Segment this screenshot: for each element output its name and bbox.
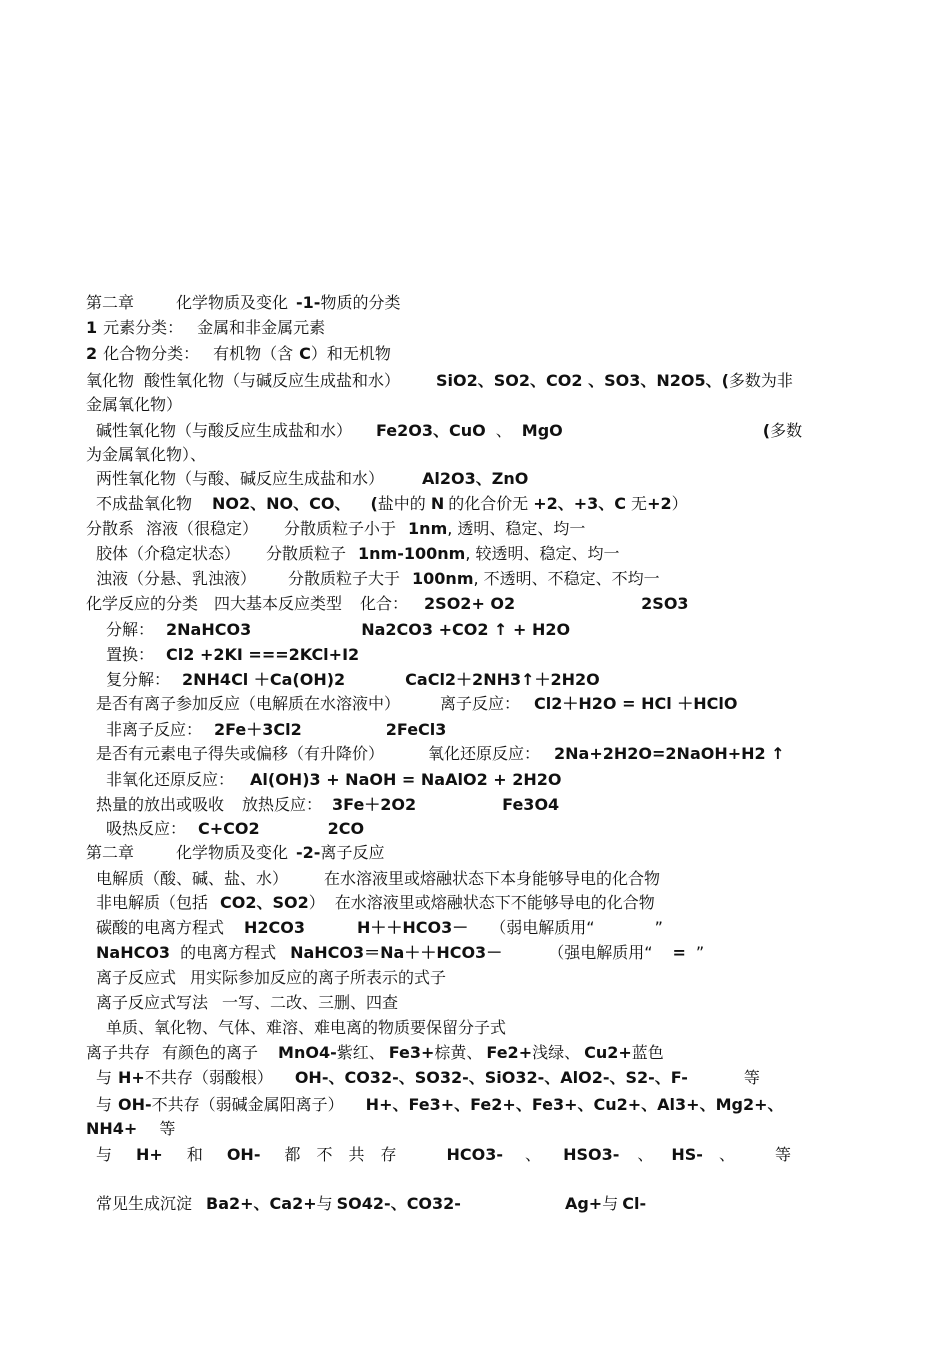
line-displacement: [106, 645, 359, 665]
text: 棕黄、: [434, 1043, 483, 1062]
text: 2CO: [327, 819, 365, 838]
text: 2Na+2H2O=2NaOH+H2 ↑: [554, 744, 785, 763]
text: 等: [743, 1068, 760, 1087]
text: (: [370, 494, 378, 513]
text: N: [430, 494, 445, 513]
text: 盐中的: [377, 494, 426, 513]
text: 有颜色的离子: [162, 1043, 259, 1062]
text: 一写、二改、三删、四查: [222, 993, 399, 1012]
line-precipitation: [96, 1194, 646, 1214]
text: +2: [647, 494, 672, 513]
text: 2SO3: [641, 594, 689, 613]
line-h-and-oh-incompatible: [86, 1143, 806, 1167]
text: 分散质粒子小于: [284, 519, 397, 538]
line-compound-classification: [86, 344, 391, 364]
text: H+、Fe3+、Fe2+、Fe3+、Cu2+、Al3+、Mg2+、NH4+: [86, 1095, 784, 1138]
line-oh-incompatible: [86, 1093, 806, 1141]
text: （弱电解质用“: [490, 918, 595, 937]
line-dispersion-solution: [86, 519, 585, 539]
line-nahco3-ionization: [96, 943, 704, 963]
text: 共: [348, 1145, 365, 1164]
text: HS-: [671, 1145, 703, 1164]
text: H+: [136, 1145, 163, 1164]
text: 非离子反应：: [106, 720, 203, 739]
line-ionic-reaction: [96, 694, 737, 714]
text: Al2O3、ZnO: [422, 469, 529, 488]
text: 与: [316, 1194, 333, 1213]
text: Fe2+: [486, 1043, 533, 1062]
text: MgO: [521, 421, 563, 440]
text: OH-: [118, 1095, 152, 1114]
text: 、: [525, 1145, 542, 1164]
line-non-electrolyte: [96, 893, 655, 913]
text: 不: [316, 1145, 333, 1164]
text: H+: [118, 1068, 145, 1087]
text: 碱性氧化物（与酸反应生成盐和水）: [96, 421, 353, 440]
text: H2CO3: [244, 918, 306, 937]
text: 酸性氧化物（与碱反应生成盐和水）: [144, 371, 401, 390]
text: +2、+3、C: [533, 494, 627, 513]
text: ）: [308, 893, 325, 912]
text: MnO4-: [278, 1043, 337, 1062]
text: 分散质粒子: [266, 544, 347, 563]
text: ”: [654, 918, 663, 937]
line-ionic-equation: [96, 968, 446, 988]
text: Cl-: [622, 1194, 647, 1213]
text: 2NH4Cl ＋Ca(OH)2: [182, 670, 346, 689]
text: 分解：: [106, 620, 155, 639]
text: 化学物质及变化: [176, 843, 289, 862]
text: HCO3-: [446, 1145, 504, 1164]
text: NO2、NO、CO、: [212, 494, 351, 513]
line-non-salt-forming-oxide: [96, 494, 688, 514]
text: 化学反应的分类: [86, 594, 199, 613]
line-redox-reaction: [96, 744, 785, 764]
line-element-classification: [86, 318, 325, 338]
text: 吸热反应：: [106, 819, 187, 838]
text: 两性氧化物（与酸、碱反应生成盐和水）: [96, 469, 385, 488]
text: 在水溶液里或熔融状态下本身能够导电的化合物: [324, 869, 661, 888]
text: NaHCO3＝Na＋＋HCO3－: [290, 943, 503, 962]
text: 1nm: [408, 519, 448, 538]
text: Fe3O4: [502, 795, 560, 814]
text: 物质的分类: [320, 293, 401, 312]
text: HSO3-: [563, 1145, 620, 1164]
line-h-incompatible: [96, 1068, 760, 1088]
line-acidic-oxide: [86, 369, 806, 417]
text: Cl2 +2KI ===2KCl+I2: [166, 645, 360, 664]
text: C+CO2: [198, 819, 260, 838]
text: 复分解：: [106, 670, 171, 689]
text: Cl2＋H2O = HCl ＋HClO: [534, 694, 738, 713]
line-non-redox-reaction: [106, 770, 562, 790]
text: 离子共存: [86, 1043, 151, 1062]
text: 分散系: [86, 519, 135, 538]
line-suspension: [96, 569, 660, 589]
text: 浅绿、: [532, 1043, 581, 1062]
text: 单质、氧化物、气体、难溶、难电离的物质要保留分子式: [106, 1018, 507, 1037]
text: 第二章: [86, 843, 135, 862]
text: 、: [718, 1145, 735, 1164]
text: 、: [495, 421, 512, 440]
text: 1nm-100nm: [358, 544, 466, 563]
text: 离子反应: [320, 843, 385, 862]
line-carbonic-ionization: [96, 918, 663, 938]
text: 与: [96, 1145, 113, 1164]
text: 的电离方程式: [180, 943, 277, 962]
chapter-heading-1: [86, 293, 400, 313]
text: 非电解质（包括: [96, 893, 209, 912]
line-double-decomposition: [106, 670, 600, 690]
text: 100nm: [412, 569, 474, 588]
text: 多数为非金属氧化物）: [86, 371, 793, 414]
line-colloid: [96, 544, 620, 564]
text: 化合：: [360, 594, 409, 613]
text: 不共存（弱碱金属阳离子）: [151, 1095, 344, 1114]
text: CaCl2＋2NH3↑＋2H2O: [405, 670, 600, 689]
text: H＋＋HCO3－: [357, 918, 469, 937]
text: 有机物（含: [213, 344, 294, 363]
text: 溶液（很稳定）: [146, 519, 259, 538]
text: 分散质粒子大于: [288, 569, 401, 588]
text: 电解质（酸、碱、盐、水）: [96, 869, 289, 888]
text: 元素分类：: [103, 318, 184, 337]
text: 常见生成沉淀: [96, 1194, 193, 1213]
text: -2-: [296, 843, 321, 862]
line-reaction-classification: [86, 594, 689, 614]
text: 不共存（弱酸根）: [144, 1068, 273, 1087]
line-non-ionic-reaction: [106, 720, 446, 740]
line-ionic-equation-method: [96, 993, 398, 1013]
text: 都: [284, 1145, 301, 1164]
text: 氧化物: [86, 371, 135, 390]
line-amphoteric-oxide: [96, 469, 528, 489]
text: 离子反应：: [440, 694, 521, 713]
text: 多数为金属氧化物）、: [86, 421, 803, 464]
text: 2: [86, 344, 98, 363]
text: Ag+: [564, 1194, 603, 1213]
text: 化合物分类：: [103, 344, 200, 363]
text: Na2CO3 +CO2 ↑ + H2O: [361, 620, 571, 639]
text: 与: [602, 1194, 619, 1213]
text: 存: [380, 1145, 397, 1164]
text: 3Fe＋2O2: [332, 795, 417, 814]
text: -1-: [296, 293, 321, 312]
text: 碳酸的电离方程式: [96, 918, 225, 937]
text: OH-、CO32-、SO32-、SiO32-、AlO2-、S2-、F-: [294, 1068, 688, 1087]
text: 等: [159, 1119, 176, 1138]
text: 放热反应：: [242, 795, 323, 814]
line-endothermic: [106, 819, 364, 839]
text: CO2、SO2: [220, 893, 309, 912]
text: 在水溶液里或熔融状态下不能够导电的化合物: [334, 893, 655, 912]
text: 和: [186, 1145, 203, 1164]
text: 的化合价无: [448, 494, 529, 513]
text: Fe3+: [388, 1043, 435, 1062]
text: 、: [637, 1145, 654, 1164]
text: 用实际参加反应的离子所表示的式子: [190, 968, 447, 987]
text: 紫红、: [336, 1043, 385, 1062]
text: 化学物质及变化: [176, 293, 289, 312]
text: 1: [86, 318, 98, 337]
text: 2FeCl3: [385, 720, 447, 739]
line-ion-coexistence: [86, 1043, 664, 1063]
text: （强电解质用“: [548, 943, 653, 962]
text: 2SO2+ O2: [424, 594, 516, 613]
text: 四大基本反应类型: [214, 594, 343, 613]
text: 蓝色: [631, 1043, 664, 1062]
text: 2NaHCO3: [166, 620, 252, 639]
line-exothermic: [96, 795, 559, 815]
text: C: [299, 344, 311, 363]
text: 离子反应式写法: [96, 993, 209, 1012]
line-basic-oxide: [86, 419, 806, 467]
text: SiO2、SO2、CO2 、SO3、N2O5、(: [436, 371, 729, 390]
text: SO42-、CO32-: [336, 1194, 461, 1213]
text: 热量的放出或吸收: [96, 795, 225, 814]
text: 浊液（分悬、乳浊液）: [96, 569, 257, 588]
text: (: [762, 421, 771, 440]
text: 氧化还原反应：: [428, 744, 541, 763]
text: , 透明、稳定、均一: [447, 519, 586, 538]
text: Ba2+、Ca2+: [206, 1194, 317, 1213]
text: 与: [96, 1095, 113, 1114]
text: 置换：: [106, 645, 155, 664]
text: 不成盐氧化物: [96, 494, 193, 513]
text: 离子反应式: [96, 968, 177, 987]
text: Al(OH)3 + NaOH = NaAlO2 + 2H2O: [250, 770, 562, 789]
chapter-heading-2: [86, 843, 384, 863]
text: 胶体（介稳定状态）: [96, 544, 241, 563]
text: 是否有离子参加反应（电解质在水溶液中）: [96, 694, 401, 713]
text: 第二章: [86, 293, 135, 312]
text: Cu2+: [584, 1043, 632, 1062]
text: ）: [671, 494, 688, 513]
text: 非氧化还原反应：: [106, 770, 235, 789]
line-decomposition: [106, 620, 570, 640]
text: 2Fe＋3Cl2: [214, 720, 302, 739]
text: , 较透明、稳定、均一: [465, 544, 620, 563]
text: , 不透明、不稳定、不均一: [473, 569, 660, 588]
line-keep-molecular: [106, 1018, 506, 1038]
text: ”: [695, 943, 705, 962]
text: NaHCO3: [96, 943, 171, 962]
text: 金属和非金属元素: [197, 318, 326, 337]
text: 等: [774, 1145, 791, 1164]
line-electrolyte: [96, 869, 660, 889]
text: 无: [631, 494, 648, 513]
text: =: [672, 943, 686, 962]
text: ）和无机物: [310, 344, 391, 363]
text: 是否有元素电子得失或偏移（有升降价）: [96, 744, 385, 763]
text: OH-: [226, 1145, 261, 1164]
text: 与: [96, 1068, 113, 1087]
text: Fe2O3、CuO: [376, 421, 486, 440]
